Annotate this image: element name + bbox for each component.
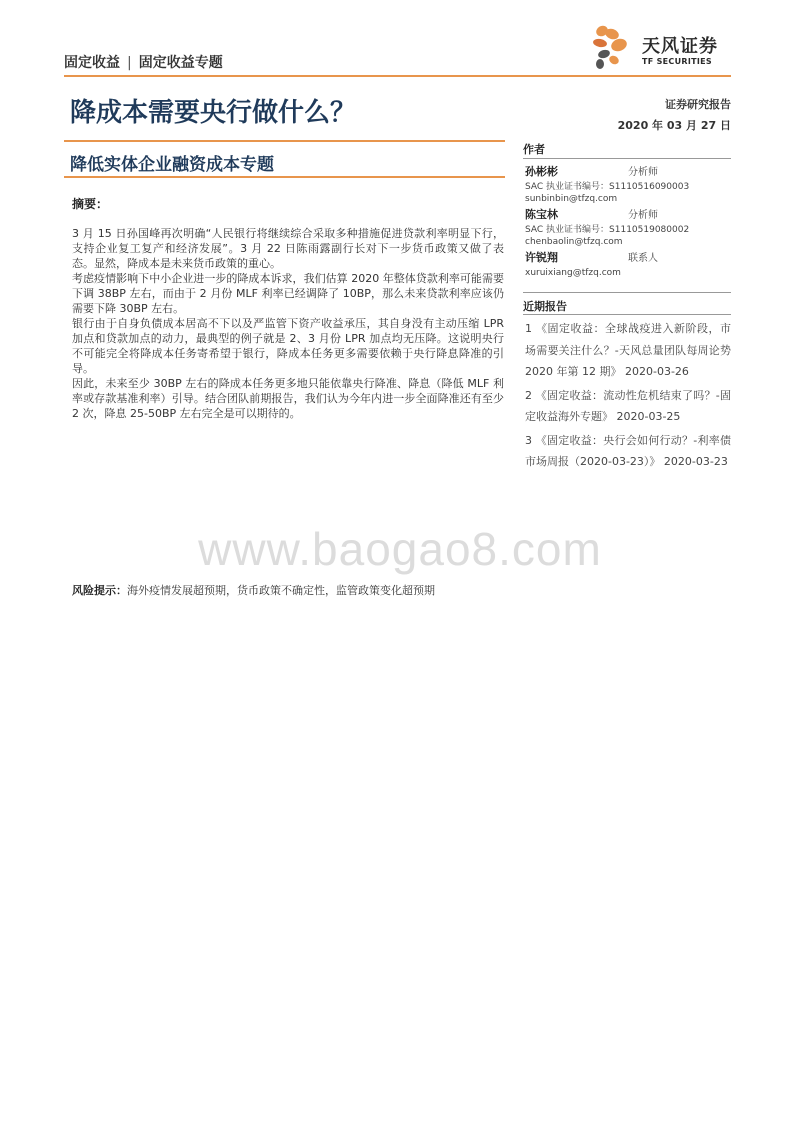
author-cert: SAC 执业证书编号：S1110516090003 [525, 182, 690, 192]
logo-name-en: TF SECURITIES [642, 57, 712, 66]
author-role: 分析师 [628, 167, 658, 178]
recent-reports-list [525, 318, 731, 475]
authors-heading: 作者 [523, 143, 545, 156]
header-subcategory: 固定收益专题 [138, 55, 223, 71]
author-card [525, 207, 731, 248]
author-name: 陈宝林 [525, 208, 558, 221]
reports-rule [523, 314, 731, 315]
summary-body [72, 226, 504, 421]
summary-paragraph: 3 月 15 日孙国峰再次明确“人民银行将继续综合采取多种措施促进贷款利率明显下行，支持企业复工复产和经济发展”。3 月 22 日陈雨露副行长对下一步货币政策又做了表态。显然，降成本是未来货币政策的重心。 [72, 227, 504, 270]
watermark: www.baogao8.com [198, 523, 602, 575]
page-subtitle: 降低实体企业融资成本专题 [70, 155, 274, 175]
header-category: 固定收益 [64, 55, 120, 71]
logo-name: 天风证券 [642, 36, 718, 57]
report-link[interactable]: 1 《固定收益：全球战疫进入新阶段，市场需要关注什么？-天风总量团队每周论势 2020 年第 12 期》 2020-03-26 [525, 322, 731, 378]
summary-paragraph: 考虑疫情影响下中小企业进一步的降成本诉求，我们估算 2020 年整体贷款利率可能需要下调 38BP 左右，而由于 2 月份 MLF 利率已经调降了 10BP，那么未来贷款利率应该仍需要下降 30BP 左右。 [72, 272, 504, 315]
risk-notice [72, 583, 504, 598]
page-title: 降成本需要央行做什么？ [70, 98, 357, 128]
author-role: 联系人 [628, 253, 658, 264]
reports-heading: 近期报告 [523, 300, 567, 313]
author-card [525, 250, 731, 279]
author-card [525, 164, 731, 205]
author-email[interactable]: chenbaolin@tfzq.com [525, 237, 623, 247]
report-link[interactable]: 3 《固定收益：央行会如何行动？-利率债市场周报（2020-03-23）》 2020-03-23 [525, 433, 731, 468]
risk-text: 海外疫情发展超预期，货币政策不确定性，监管政策变化超预期 [127, 584, 435, 597]
summary-paragraph: 因此，未来至少 30BP 左右的降成本任务更多地只能依靠央行降准、降息（降低 MLF 利率或存款基准利率）引导。结合团队前期报告，我们认为今年内进一步全面降准还有至少 2 次，降息 25-50BP 左右完全是可以期待的。 [72, 377, 504, 420]
doc-type: 证券研究报告 [665, 98, 731, 111]
author-cert: SAC 执业证书编号：S1110519080002 [525, 225, 690, 235]
doc-date: 2020 年 03 月 27 日 [617, 119, 731, 132]
title-rule [64, 140, 505, 142]
author-email[interactable]: sunbinbin@tfzq.com [525, 194, 618, 204]
header-rule [64, 75, 731, 77]
header-breadcrumb [64, 52, 223, 72]
risk-label: 风险提示： [72, 584, 127, 597]
author-role: 分析师 [628, 210, 658, 221]
report-link[interactable]: 2 《固定收益：流动性危机结束了吗？-固定收益海外专题》 2020-03-25 [525, 388, 731, 423]
authors-rule [523, 158, 731, 159]
subtitle-rule [64, 176, 505, 178]
summary-label: 摘要： [72, 197, 109, 211]
reports-top-rule [523, 292, 731, 293]
author-name: 许锐翔 [525, 251, 558, 264]
summary-paragraph: 银行由于自身负债成本居高不下以及严监管下资产收益承压，其自身没有主动压缩 LPR 加点和贷款加点的动力，最典型的例子就是 2、3 月份 LPR 加点均无压降。这说明央行不可能完全将降成本任务寄希望于银行，降成本任务更多需要依赖于央行降息降准的引导。 [72, 317, 504, 375]
header-separator: | [127, 55, 132, 71]
author-email[interactable]: xuruixiang@tfzq.com [525, 268, 621, 278]
author-name: 孙彬彬 [525, 165, 558, 178]
